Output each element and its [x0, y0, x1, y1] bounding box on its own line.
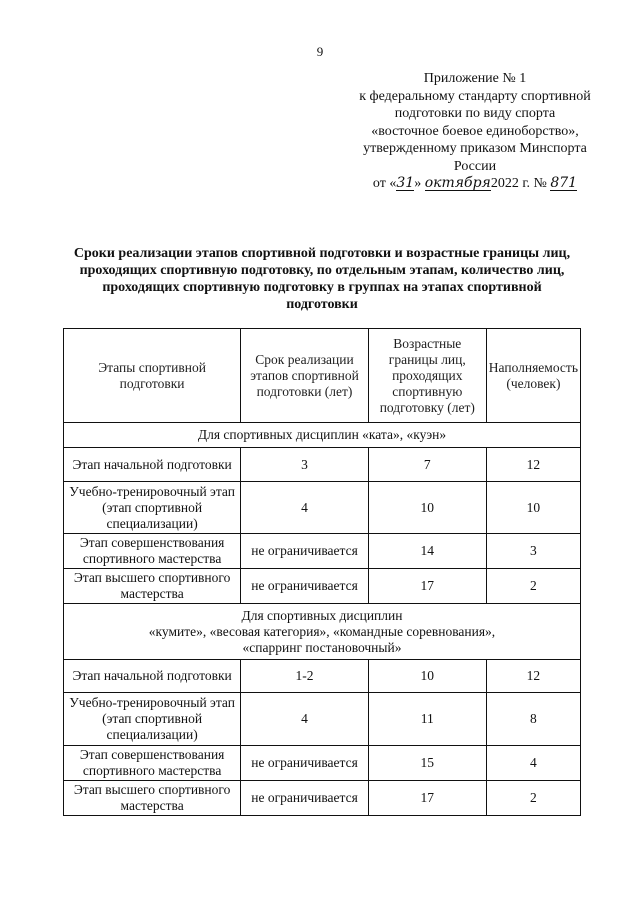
- header-age: Возрастные границы лиц, проходящих спортивную подготовку (лет): [368, 329, 486, 423]
- order-month-handwritten: октября: [424, 175, 491, 191]
- cell-fill: 4: [486, 746, 580, 781]
- cell-stage: Этап начальной подготовки: [64, 660, 241, 693]
- header-stage: Этапы спортивной подготовки: [64, 329, 241, 423]
- cell-stage: Учебно-тренировочный этап (этап спортивной специализации): [64, 482, 241, 534]
- table-row: [64, 482, 581, 534]
- table-row: [64, 660, 581, 693]
- cell-term: 4: [241, 482, 369, 534]
- table-row: [64, 781, 581, 816]
- table-row: [64, 534, 581, 569]
- cell-fill: 2: [486, 569, 580, 604]
- order-line: [340, 175, 610, 193]
- cell-age: 7: [368, 448, 486, 482]
- title-line: проходящих спортивную подготовку в группах на этапах спортивной: [102, 280, 542, 295]
- section-row-kumite: [64, 604, 581, 660]
- cell-stage: Этап высшего спортивного мастерства: [64, 569, 241, 604]
- cell-term: 3: [241, 448, 369, 482]
- section-label-line: Для спортивных дисциплин: [241, 607, 403, 623]
- cell-age: 10: [368, 660, 486, 693]
- appendix-header: [340, 70, 610, 193]
- cell-fill: 3: [486, 534, 580, 569]
- order-prefix: от «: [372, 176, 397, 191]
- title-line: подготовки: [286, 297, 358, 312]
- cell-age: 10: [368, 482, 486, 534]
- appendix-line: подготовки по виду спорта: [394, 106, 556, 121]
- cell-term: 4: [241, 693, 369, 746]
- order-mid: »: [414, 176, 425, 191]
- cell-term: не ограничивается: [241, 534, 369, 569]
- order-number-handwritten: 871: [550, 175, 578, 191]
- title-line: Сроки реализации этапов спортивной подготовки и возрастные границы лиц,: [73, 246, 571, 261]
- section-label: Для спортивных дисциплин «ката», «куэн»: [64, 423, 581, 448]
- cell-age: 17: [368, 569, 486, 604]
- table-row: [64, 693, 581, 746]
- cell-stage: Этап совершенствования спортивного мастерства: [64, 534, 241, 569]
- section-label-line: «кумите», «весовая категория», «командные соревнования»,: [148, 623, 496, 639]
- order-year: 2022 г. №: [490, 176, 551, 191]
- document-title: [62, 245, 582, 313]
- training-stages-table: [63, 328, 581, 816]
- cell-fill: 10: [486, 482, 580, 534]
- table-header-row: [64, 329, 581, 423]
- section-label-line: «спарринг постановочный»: [242, 639, 402, 655]
- page-number: 9: [316, 44, 324, 59]
- cell-fill: 12: [486, 448, 580, 482]
- cell-term: 1-2: [241, 660, 369, 693]
- header-term: Срок реализации этапов спортивной подготовки (лет): [241, 329, 369, 423]
- header-fill: Наполняемость (человек): [486, 329, 580, 423]
- cell-age: 15: [368, 746, 486, 781]
- cell-fill: 12: [486, 660, 580, 693]
- cell-stage: Этап начальной подготовки: [64, 448, 241, 482]
- cell-term: не ограничивается: [241, 569, 369, 604]
- appendix-line: к федеральному стандарту спортивной: [359, 88, 591, 104]
- table-row: [64, 569, 581, 604]
- appendix-line: «восточное боевое единоборство»,: [371, 123, 579, 139]
- cell-stage: Этап совершенствования спортивного мастерства: [64, 746, 241, 781]
- cell-stage: Учебно-тренировочный этап (этап спортивной специализации): [64, 693, 241, 746]
- title-line: проходящих спортивную подготовку, по отдельным этапам, количество лиц,: [79, 263, 565, 278]
- section-row-kata: [64, 423, 581, 448]
- appendix-line: Приложение № 1: [423, 71, 527, 86]
- cell-age: 17: [368, 781, 486, 816]
- cell-age: 14: [368, 534, 486, 569]
- cell-stage: Этап высшего спортивного мастерства: [64, 781, 241, 816]
- appendix-line: утвержденному приказом Минспорта: [363, 141, 587, 156]
- table-row: [64, 448, 581, 482]
- cell-fill: 8: [486, 693, 580, 746]
- cell-age: 11: [368, 693, 486, 746]
- cell-term: не ограничивается: [241, 746, 369, 781]
- table-row: [64, 746, 581, 781]
- cell-term: не ограничивается: [241, 781, 369, 816]
- cell-fill: 2: [486, 781, 580, 816]
- order-day-handwritten: 31: [396, 175, 415, 191]
- section-label: [64, 604, 581, 660]
- appendix-line: России: [453, 158, 497, 174]
